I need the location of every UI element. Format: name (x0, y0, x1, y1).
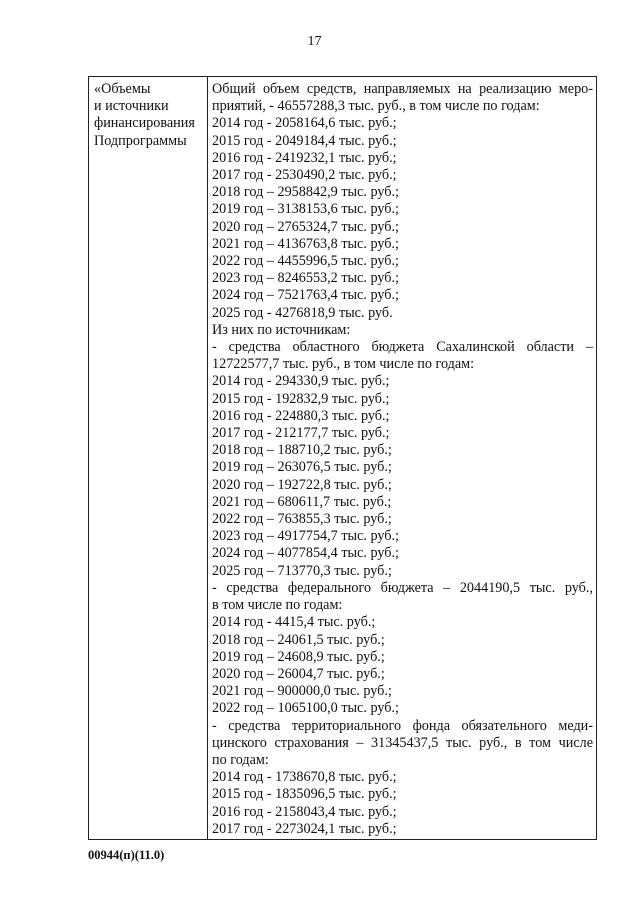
regional-intro-line: 12722577,7 тыс. руб., в том числе по годам: (212, 356, 475, 373)
left-label-line: финансирования (94, 115, 195, 132)
table-right-column (208, 77, 596, 839)
document-code: 00944(п)(11.0) (88, 848, 165, 862)
sources-heading: Из них по источникам: (212, 321, 351, 338)
regional-year-line: 2018 год – 188710,2 тыс. руб.; (212, 442, 392, 459)
total-year-line: 2021 год – 4136763,8 тыс. руб.; (212, 235, 399, 252)
regional-year-line: 2014 год - 294330,9 тыс. руб.; (212, 373, 390, 390)
regional-year-line: 2020 год – 192722,8 тыс. руб.; (212, 476, 392, 493)
federal-year-line: 2022 год – 1065100,0 тыс. руб.; (212, 700, 399, 717)
total-year-line: 2022 год – 4455996,5 тыс. руб.; (212, 253, 399, 270)
regional-year-line: 2025 год – 713770,3 тыс. руб.; (212, 562, 392, 579)
total-year-line: 2024 год – 7521763,4 тыс. руб.; (212, 287, 399, 304)
federal-year-line: 2018 год – 24061,5 тыс. руб.; (212, 631, 385, 648)
regional-year-line: 2021 год – 680611,7 тыс. руб.; (212, 493, 392, 510)
left-label-line: «Объемы (94, 81, 151, 97)
total-year-line: 2015 год - 2049184,4 тыс. руб.; (212, 132, 397, 149)
tfoms-year-line: 2016 год - 2158043,4 тыс. руб.; (212, 803, 397, 820)
intro-line: приятий, - 46557288,3 тыс. руб., в том числе по годам: (212, 98, 540, 115)
regional-year-line: 2019 год – 263076,5 тыс. руб.; (212, 459, 392, 476)
tfoms-year-line: 2015 год - 1835096,5 тыс. руб.; (212, 786, 397, 803)
federal-year-line: 2019 год – 24608,9 тыс. руб.; (212, 648, 385, 665)
financing-table (88, 76, 597, 840)
total-year-line: 2018 год – 2958842,9 тыс. руб.; (212, 184, 399, 201)
federal-intro-line: в том числе по годам: (212, 597, 343, 614)
regional-intro-line: - средства областного бюджета Сахалинской области – (212, 339, 593, 356)
total-year-line: 2014 год - 2058164,6 тыс. руб.; (212, 115, 397, 132)
federal-year-line: 2020 год – 26004,7 тыс. руб.; (212, 665, 385, 682)
left-label-line: Подпрограммы (94, 132, 187, 149)
total-year-line: 2023 год – 8246553,2 тыс. руб.; (212, 270, 399, 287)
table-left-column (89, 77, 208, 839)
federal-year-line: 2014 год - 4415,4 тыс. руб.; (212, 614, 376, 631)
page-number: 17 (307, 34, 322, 49)
total-year-line: 2020 год – 2765324,7 тыс. руб.; (212, 218, 399, 235)
tfoms-year-line: 2014 год - 1738670,8 тыс. руб.; (212, 769, 397, 786)
left-label-line: и источники (94, 98, 169, 115)
total-year-line: 2019 год – 3138153,6 тыс. руб.; (212, 201, 399, 218)
regional-year-line: 2015 год - 192832,9 тыс. руб.; (212, 390, 390, 407)
regional-year-line: 2022 год – 763855,3 тыс. руб.; (212, 511, 392, 528)
tfoms-intro-line: цинского страхования – 31345437,5 тыс. руб., в том числе (212, 734, 593, 751)
regional-year-line: 2023 год – 4917754,7 тыс. руб.; (212, 528, 399, 545)
tfoms-intro-line: - средства территориального фонда обязательного меди- (212, 717, 593, 734)
total-year-line: 2025 год - 4276818,9 тыс. руб. (212, 304, 393, 321)
federal-year-line: 2021 год – 900000,0 тыс. руб.; (212, 683, 392, 700)
total-year-line: 2017 год - 2530490,2 тыс. руб.; (212, 167, 397, 184)
regional-year-line: 2024 год – 4077854,4 тыс. руб.; (212, 545, 399, 562)
intro-line: Общий объем средств, направляемых на реализацию меро- (212, 81, 593, 97)
total-year-line: 2016 год - 2419232,1 тыс. руб.; (212, 149, 397, 166)
tfoms-year-line: 2017 год - 2273024,1 тыс. руб.; (212, 820, 397, 837)
federal-intro-line: - средства федерального бюджета – 2044190,5 тыс. руб., (212, 579, 593, 596)
regional-year-line: 2016 год - 224880,3 тыс. руб.; (212, 407, 390, 424)
regional-year-line: 2017 год - 212177,7 тыс. руб.; (212, 425, 390, 442)
tfoms-intro-line: по годам: (212, 751, 269, 768)
